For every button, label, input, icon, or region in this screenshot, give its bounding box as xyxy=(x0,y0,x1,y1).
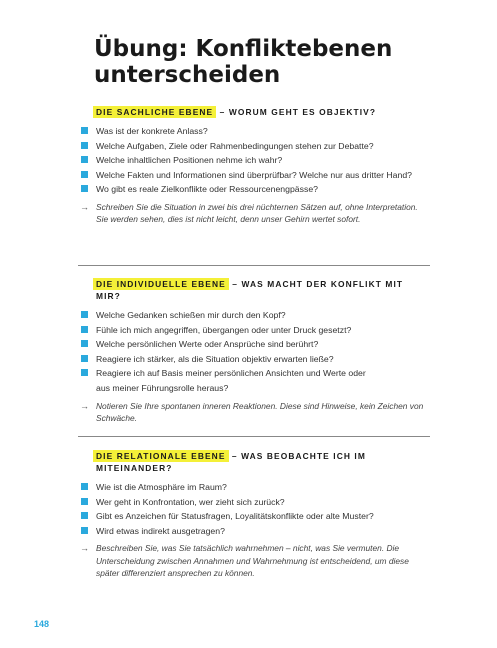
exercise-note: → Schreiben Sie die Situation in zwei bis drei nüchternen Sätzen auf, ohne Interpretation. Sie werden sehen, dies ist nicht leicht, denn unser Gehirn wertet sofort. xyxy=(80,201,418,225)
square-bullet-icon xyxy=(81,512,88,519)
list-item: Wer geht in Konfrontation, wer zieht sich zurück? xyxy=(78,495,430,510)
list-item: Reagiere ich auf Basis meiner persönlichen Ansichten und Werte oder xyxy=(78,366,430,381)
square-bullet-icon xyxy=(81,127,88,134)
list-item: Gibt es Anzeichen für Statusfragen, Loyalitätskonflikte oder alte Muster? xyxy=(78,509,430,524)
arrow-right-icon: → xyxy=(80,201,89,212)
section-heading xyxy=(96,278,430,302)
question-list xyxy=(78,480,430,538)
list-item: Welche Aufgaben, Ziele oder Rahmenbedingungen stehen zur Debatte? xyxy=(78,139,430,154)
square-bullet-icon xyxy=(81,142,88,149)
heading-rest: – WAS MACHT DER KONFLIKT MIT MIR? xyxy=(96,279,404,301)
heading-highlight: DIE SACHLICHE EBENE xyxy=(93,106,216,118)
section-divider xyxy=(78,265,430,266)
square-bullet-icon xyxy=(81,326,88,333)
section-individuelle-ebene xyxy=(78,278,430,425)
page-title: Übung: Konfliktebenen unterscheiden xyxy=(94,36,393,88)
section-sachliche-ebene xyxy=(78,106,430,226)
list-item: Welche Fakten und Informationen sind überprüfbar? Welche nur aus dritter Hand? xyxy=(78,168,430,183)
list-item: Fühle ich mich angegriffen, übergangen oder unter Druck gesetzt? xyxy=(78,323,430,338)
square-bullet-icon xyxy=(81,498,88,505)
heading-rest: – WORUM GEHT ES OBJEKTIV? xyxy=(216,107,377,117)
heading-highlight: DIE INDIVIDUELLE EBENE xyxy=(93,278,229,290)
square-bullet-icon xyxy=(81,171,88,178)
square-bullet-icon xyxy=(81,483,88,490)
list-item: Wie ist die Atmosphäre im Raum? xyxy=(78,480,430,495)
square-bullet-icon xyxy=(81,369,88,376)
arrow-right-icon: → xyxy=(80,543,89,554)
arrow-right-icon: → xyxy=(80,400,89,411)
list-item: Was ist der konkrete Anlass? xyxy=(78,124,430,139)
square-bullet-icon xyxy=(81,185,88,192)
list-item: Welche persönlichen Werte oder Ansprüche sind berührt? xyxy=(78,337,430,352)
exercise-note: → Beschreiben Sie, was Sie tatsächlich wahrnehmen – nicht, was Sie vermuten. Die Unterscheidung zwischen Annahmen und Wahrnehmung ist entscheidend, um diese später differenziert ansprechen zu können. xyxy=(80,543,409,579)
section-relationale-ebene xyxy=(78,450,430,580)
square-bullet-icon xyxy=(81,311,88,318)
square-bullet-icon xyxy=(81,340,88,347)
list-item: Wird etwas indirekt ausgetragen? xyxy=(78,524,430,539)
section-divider xyxy=(78,436,430,437)
square-bullet-icon xyxy=(81,156,88,163)
heading-rest: – WAS BEOBACHTE ICH IM MITEINANDER? xyxy=(96,451,366,473)
exercise-note: → Notieren Sie Ihre spontanen inneren Reaktionen. Diese sind Hinweise, kein Zeichen von Schwäche. xyxy=(80,400,424,424)
question-list xyxy=(78,308,430,396)
list-item: Reagiere ich stärker, als die Situation objektiv erwarten ließe? xyxy=(78,352,430,367)
page-number: 148 xyxy=(34,619,50,629)
question-list xyxy=(78,124,430,197)
heading-highlight: DIE RELATIONALE EBENE xyxy=(93,450,229,462)
list-item: Welche Gedanken schießen mir durch den Kopf? xyxy=(78,308,430,323)
section-heading xyxy=(96,106,430,118)
section-heading xyxy=(96,450,430,474)
square-bullet-icon xyxy=(81,355,88,362)
list-item: Welche inhaltlichen Positionen nehme ich wahr? xyxy=(78,153,430,168)
list-item: Wo gibt es reale Zielkonflikte oder Ressourcenengpässe? xyxy=(78,182,430,197)
list-item-continuation: aus meiner Führungsrolle heraus? xyxy=(96,382,229,393)
square-bullet-icon xyxy=(81,527,88,534)
